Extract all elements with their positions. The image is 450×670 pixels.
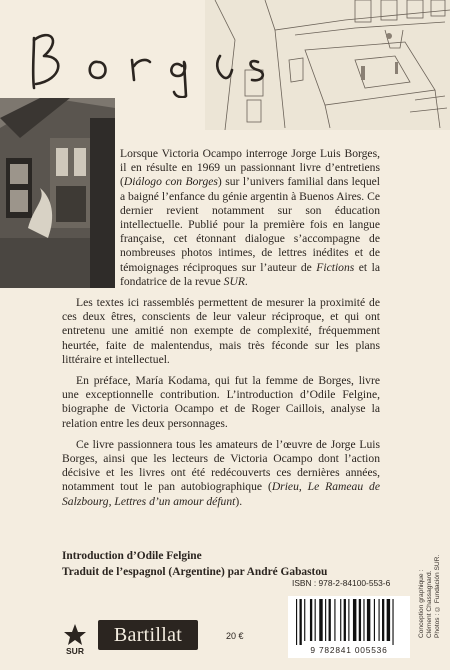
- barcode-bar: [379, 599, 380, 641]
- barcode-bars: [294, 599, 404, 645]
- photo-credit: Photos : © Fundación SUR.: [434, 554, 441, 638]
- text-run: et la fondatrice de la revue: [120, 260, 380, 288]
- design-photo-credits: [418, 548, 441, 638]
- barcode-bar: [296, 599, 297, 645]
- book-titles: Drieu, Le Rameau de Salzbourg, Lettres d’un amour défunt: [62, 480, 380, 508]
- book-title: Diálogo con Borges: [123, 175, 218, 189]
- barcode-bar: [315, 599, 316, 641]
- barcode-bar: [348, 599, 349, 641]
- barcode-bar: [300, 599, 302, 645]
- text-run: Ce livre passionnera tous les amateurs de l’œuvre de Jorge Luis Borges, ainsi que les lecteurs de Victoria Ocampo dont l’action décisive et les livres ont été redécouverts ces dernières années, notamment tout le pan autobiographique (: [62, 437, 380, 494]
- text-run: Lorsque Victoria Ocampo interroge Jorge Luis Borges, il en résulte en 1969 un passionnant livre d’entretiens (: [120, 147, 380, 189]
- journal-title: SUR: [223, 274, 245, 288]
- design-credit: Conception graphique : Clément Chassagnard.: [418, 569, 433, 638]
- barcode-bar: [334, 599, 335, 641]
- introduction-credit: Introduction d’Odile Felgine: [62, 550, 202, 562]
- barcode-bar: [344, 599, 346, 641]
- blurb: [62, 147, 380, 516]
- bartillat-logo: Bartillat: [98, 620, 198, 650]
- barcode-bar: [382, 599, 384, 641]
- blurb-paragraph-1: [120, 147, 380, 289]
- borges-signature: [22, 18, 282, 98]
- text-run: ).: [235, 494, 243, 508]
- isbn: ISBN : 978-2-84100-553-6: [292, 578, 391, 588]
- text-run: .: [244, 274, 248, 288]
- sur-logo-text: SUR: [66, 646, 84, 656]
- price: 20 €: [226, 631, 244, 641]
- blurb-paragraph-3: En préface, María Kodama, qui fut la femme de Borges, livre une exceptionnelle contribution. L’introduction d’Odile Felgine, biographe de Victoria Ocampo et de Roger Caillois, analyse la relation entre les deux personnages.: [62, 374, 380, 430]
- barcode-bar: [319, 599, 322, 641]
- barcode-bar: [387, 599, 390, 641]
- barcode-bar: [363, 599, 364, 641]
- barcode-bar: [374, 599, 375, 641]
- translation-credit: Traduit de l’espagnol (Argentine) par André Gabastou: [62, 566, 328, 578]
- barcode-bar: [310, 599, 312, 641]
- blurb-paragraph-4: [62, 438, 380, 509]
- barcode-bar: [367, 599, 370, 641]
- blurb-paragraph-2: Les textes ici rassemblés permettent de mesurer la proximité de ces deux êtres, conscients de leur valeur réciproque, et qui ont entretenu une amitié non exempte de complexité, fréquemment heurtée, faite de malentendus, mais très féconde sur les plans littéraire et intellectuel.: [62, 296, 380, 366]
- barcode-bar: [325, 599, 326, 641]
- text-run: ) sur l’univers familial dans lequel a baigné l’enfance du génie argentin à Buenos Aires. Ce dernier revient notamment sur son éducation intellectuelle. Publié pour la première fois en langue française, cet étonnant dialogue s’accompagne de nombreuses photos intimes, de lettres inédites et de témoignages réciproques sur l’auteur de: [120, 175, 380, 274]
- barcode-bar: [392, 599, 393, 645]
- barcode-bar: [329, 599, 331, 641]
- barcode-digits: 9 782841 005536: [310, 645, 388, 655]
- barcode-bar: [359, 599, 361, 641]
- barcode-bar: [340, 599, 341, 641]
- credits: [62, 548, 392, 580]
- barcode-bar: [353, 599, 356, 641]
- barcode-bar: [304, 599, 305, 641]
- barcode: [288, 596, 410, 658]
- book-title: Fictions: [316, 260, 355, 274]
